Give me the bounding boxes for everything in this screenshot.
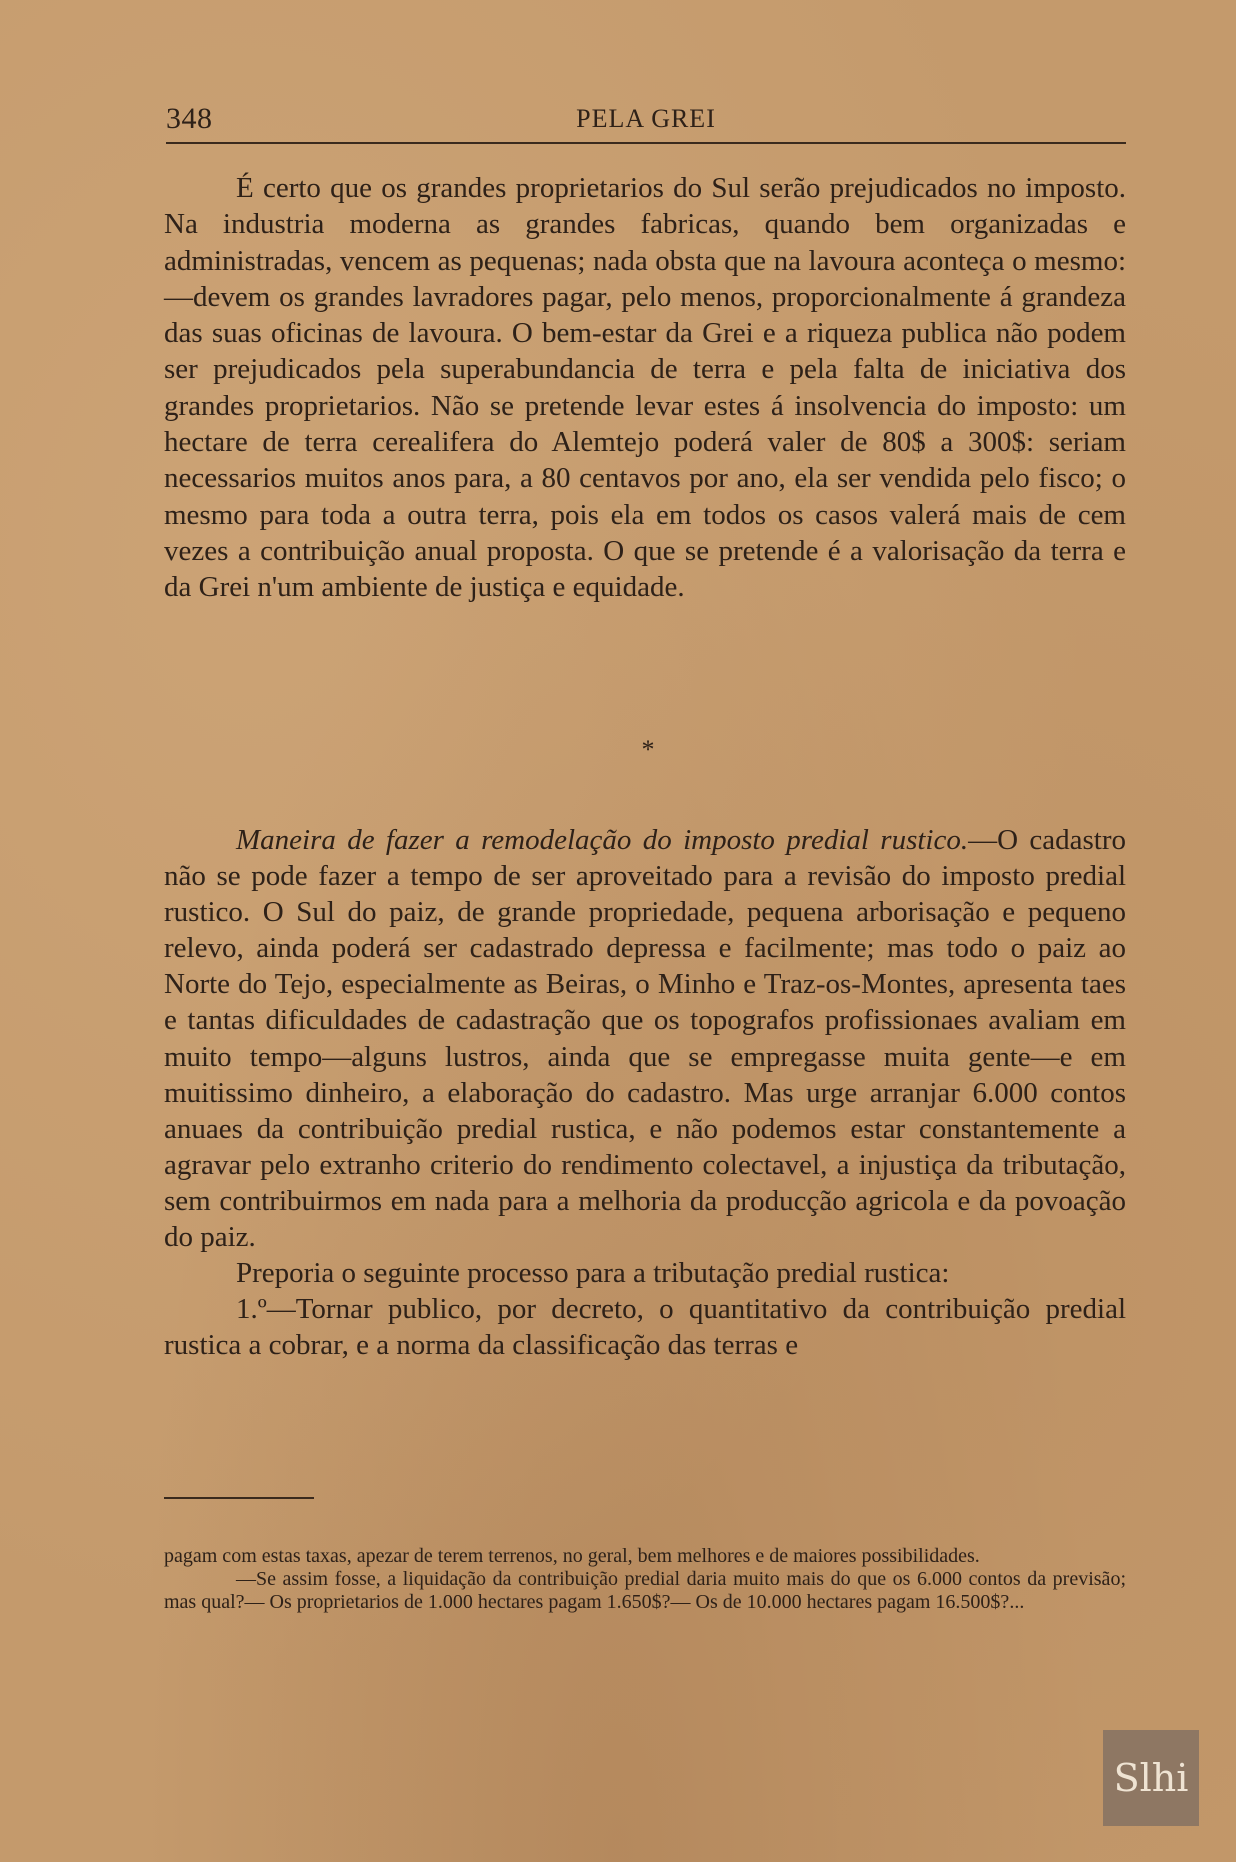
section-heading: Maneira de fazer a remodelação do imposto predial rustico.: [236, 824, 969, 856]
footnote-line: —Se assim fosse, a liquidação da contribuição predial daria muito mais do que os 6.000 contos da previsão; mas qual?— Os proprietarios de 1.000 hectares pagam 1.650$?— Os de 10.000 hectares pagam 16.500$?...: [164, 1568, 1126, 1613]
footnotes: [164, 1545, 1126, 1614]
page-number: 348: [166, 102, 213, 135]
paragraph: [164, 822, 1126, 1255]
stamp-text: Slhi: [1113, 1756, 1189, 1800]
footnote-rule: [164, 1497, 314, 1499]
footnote-line: pagam com estas taxas, apezar de terem terrenos, no geral, bem melhores e de maiores possibilidades.: [164, 1545, 980, 1567]
paragraph-text: —O cadastro não se pode fazer a tempo de ser aproveitado para a revisão do imposto predial rustico. O Sul do paiz, de grande propriedade, pequena arborisação e pequeno relevo, ainda poderá ser cadastrado depressa e facilmente; mas todo o paiz ao Norte do Tejo, especialmente as Beiras, o Minho e Traz-os-Montes, apresenta taes e tantas dificuldades de cadastração que os topografos profissionaes avaliam em muito tempo—alguns lustros, ainda que se empregasse muita gente—e em muitissimo dinheiro, a elaboração do cadastro. Mas urge arranjar 6.000 contos anuaes da contribuição predial rustica, e não podemos estar constantemente a agravar pelo extranho criterio do rendimento colectavel, a injustiça da tributação, sem contribuirmos em nada para a melhoria da producção agricola e da povoação do paiz.: [164, 824, 1126, 1254]
paragraph: Preporia o seguinte processo para a tributação predial rustica:: [236, 1257, 950, 1290]
section-separator: [0, 735, 1236, 765]
section-1: [164, 170, 1126, 606]
library-stamp: [1103, 1730, 1199, 1826]
list-item: 1.º—Tornar publico, por decreto, o quantitativo da contribuição predial rustica a cobrar, e a norma da classificação das terras e: [164, 1293, 1126, 1362]
page-header: [166, 98, 1126, 144]
section-2: [164, 822, 1126, 1363]
paragraph: É certo que os grandes proprietarios do Sul serão prejudicados no imposto. Na industria moderna as grandes fabricas, quando bem organizadas e administradas, vencem as pequenas; nada obsta que na lavoura aconteça o mesmo:—devem os grandes lavradores pagar, pelo menos, proporcionalmente á grandeza das suas oficinas de lavoura. O bem-estar da Grei e a riqueza publica não podem ser prejudicados pela superabundancia de terra e pela falta de iniciativa dos grandes proprietarios. Não se pretende levar estes á insolvencia do imposto: um hectare de terra cerealifera do Alemtejo poderá valer de 80$ a 300$: seriam necessarios muitos anos para, a 80 centavos por ano, ela ser vendida pelo fisco; o mesmo para toda a outra terra, pois ela em todos os casos valerá mais de cem vezes a contribuição anual proposta. O que se pretende é a valorisação da terra e da Grei n'um ambiente de justiça e equidade.: [164, 172, 1126, 604]
asterisk-separator: *: [641, 735, 655, 764]
running-title: PELA GREI: [576, 104, 716, 133]
